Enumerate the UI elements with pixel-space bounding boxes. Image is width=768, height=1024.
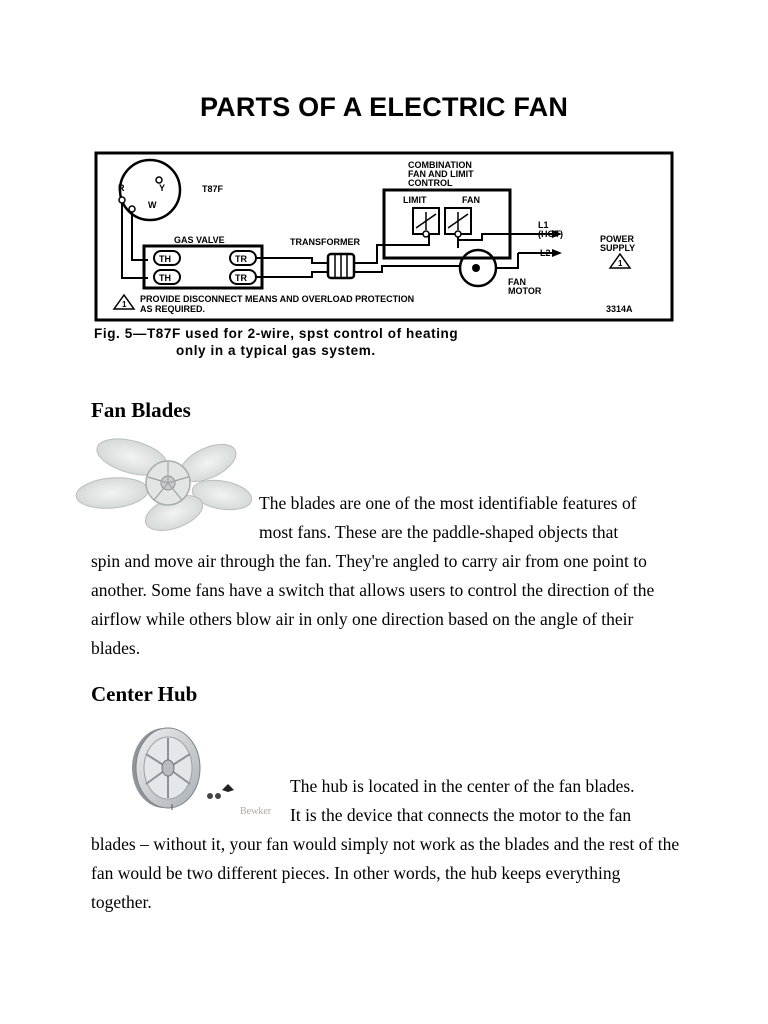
svg-text:COMBINATION: COMBINATION — [408, 160, 472, 170]
svg-text:TRANSFORMER: TRANSFORMER — [290, 237, 360, 247]
watermark-text: Bewker — [240, 806, 272, 817]
svg-text:CONTROL: CONTROL — [408, 178, 453, 188]
svg-text:MOTOR: MOTOR — [508, 286, 542, 296]
svg-text:1: 1 — [618, 259, 623, 268]
wiring-diagram-figure — [92, 150, 676, 370]
svg-text:T87F: T87F — [202, 184, 224, 194]
figure-caption: Fig. 5—T87F used for 2-wire, spst control of heating — [94, 326, 459, 341]
svg-text:L2: L2 — [540, 248, 551, 258]
svg-text:FAN: FAN — [462, 195, 480, 205]
svg-text:R: R — [118, 183, 125, 193]
svg-text:1: 1 — [122, 300, 127, 309]
svg-text:GAS VALVE: GAS VALVE — [174, 235, 225, 245]
svg-text:TR: TR — [235, 254, 247, 264]
svg-text:FAN: FAN — [508, 277, 526, 287]
svg-text:LIMIT: LIMIT — [403, 195, 427, 205]
svg-text:FAN AND LIMIT: FAN AND LIMIT — [408, 169, 474, 179]
wiring-diagram — [92, 150, 676, 370]
paragraph-fan-blades: The blades are one of the most identifiable features of most fans. These are the paddle-shaped objects that spin and move air through the fan. They're angled to carry air from one point to another. Some fans have a switch that allows users to control the direction of the airflow while others blow air in only one direction based on the angle of their blades. — [91, 493, 655, 658]
svg-text:PROVIDE DISCONNECT MEANS AND O: PROVIDE DISCONNECT MEANS AND OVERLOAD PROTECTION — [140, 294, 415, 304]
svg-text:L1: L1 — [538, 220, 549, 230]
svg-text:SUPPLY: SUPPLY — [600, 243, 636, 253]
svg-text:(HOT): (HOT) — [538, 229, 563, 239]
svg-text:TH: TH — [159, 254, 171, 264]
section-heading-center-hub: Center Hub — [91, 682, 198, 706]
svg-text:AS REQUIRED.: AS REQUIRED. — [140, 304, 206, 314]
paragraph-center-hub: The hub is located in the center of the fan blades. It is the device that connects the motor to the fan blades – without it, your fan would simply not work as the blades and the rest of the fan would be two different pieces. In other words, the hub keeps everything together. — [91, 776, 680, 912]
svg-text:POWER: POWER — [600, 234, 635, 244]
svg-text:TR: TR — [235, 273, 247, 283]
svg-text:TH: TH — [159, 273, 171, 283]
svg-text:W: W — [148, 200, 157, 210]
page-title: PARTS OF A ELECTRIC FAN — [199, 92, 569, 122]
svg-text:Y: Y — [159, 183, 166, 193]
section-heading-fan-blades: Fan Blades — [91, 398, 191, 422]
svg-text:3314A: 3314A — [606, 304, 633, 314]
figure-caption: only in a typical gas system. — [176, 343, 376, 358]
